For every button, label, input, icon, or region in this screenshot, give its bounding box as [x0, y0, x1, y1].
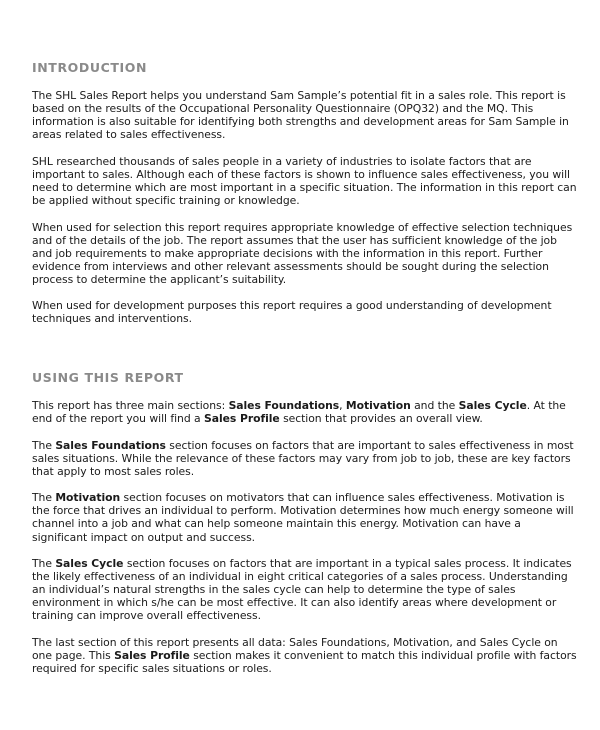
- intro-paragraph-1: The SHL Sales Report helps you understand Sam Sample’s potential fit in a sales role. This report is based on the results of the Occupational Personality Questionnaire (OPQ32) and the MQ. This information is also suitable for identifying both strengths and development areas for Sam Sample in areas related to sales effectiveness.: [32, 89, 569, 142]
- using-report-heading: USING THIS REPORT: [32, 369, 184, 385]
- using-paragraph-5: The last section of this report presents all data: Sales Foundations, Motivation, and Sales Cycle on one page. This Sales Profile section makes it convenient to match this individual profile with factors required for specific sales situations or roles.: [32, 635, 577, 676]
- term-sales-profile: Sales Profile: [203, 412, 280, 426]
- term-sales-cycle: Sales Cycle: [458, 398, 527, 412]
- term-motivation: Motivation: [345, 398, 411, 412]
- introduction-heading: INTRODUCTION: [32, 60, 148, 75]
- report-page: [32, 60, 577, 689]
- term-sales-foundations: Sales Foundations: [228, 398, 340, 412]
- term-sales-cycle: Sales Cycle: [55, 556, 124, 570]
- term-sales-profile: Sales Profile: [114, 648, 190, 662]
- using-paragraph-2: The Sales Foundations section focuses on factors that are important to sales effectiveness in most sales situations. While the relevance of these factors may vary from job to job, these are key factors that apply to most sales roles.: [32, 438, 574, 478]
- intro-paragraph-2: SHL researched thousands of sales people in a variety of industries to isolate factors that are important to sales. Although each of these factors is shown to influence sales effectiveness, you will need to determine which are most important in a specific situation. The information in this report can be applied without specific training or knowledge.: [32, 154, 577, 208]
- intro-paragraph-3: When used for selection this report requires appropriate knowledge of effective selection techniques and of the details of the job. The report assumes that the user has sufficient knowledge of the job and job requirements to make appropriate decisions with the information in this report. Further evidence from interviews and other relevant assessments should be sought during the selection process to determine the applicant’s suitability.: [32, 220, 573, 286]
- using-paragraph-3: The Motivation section focuses on motivators that can influence sales effectiveness. Motivation is the force that drives an individual to perform. Motivation determines how much energy someone will channel into a job and what can help someone maintain this energy. Motivation can have a significant impact on output and success.: [32, 491, 574, 544]
- term-sales-foundations: Sales Foundations: [55, 438, 166, 452]
- section-spacer: [32, 339, 577, 370]
- term-motivation: Motivation: [55, 491, 121, 505]
- using-paragraph-4: The Sales Cycle section focuses on factors that are important in a typical sales process. It indicates the likely effectiveness of an individual in eight critical categories of a sales process. Understanding an individual’s natural strengths in the sales cycle can help to determine the type of sales environment in which s/he can be most effective. It can also identify areas where development or training can improve overall effectiveness.: [32, 556, 572, 623]
- using-paragraph-1: This report has three main sections: Sales Foundations, Motivation and the Sales Cycle. At the end of the report you will find a Sales Profile section that provides an overall view.: [32, 398, 566, 426]
- intro-paragraph-4: When used for development purposes this report requires a good understanding of development techniques and interventions.: [32, 299, 552, 326]
